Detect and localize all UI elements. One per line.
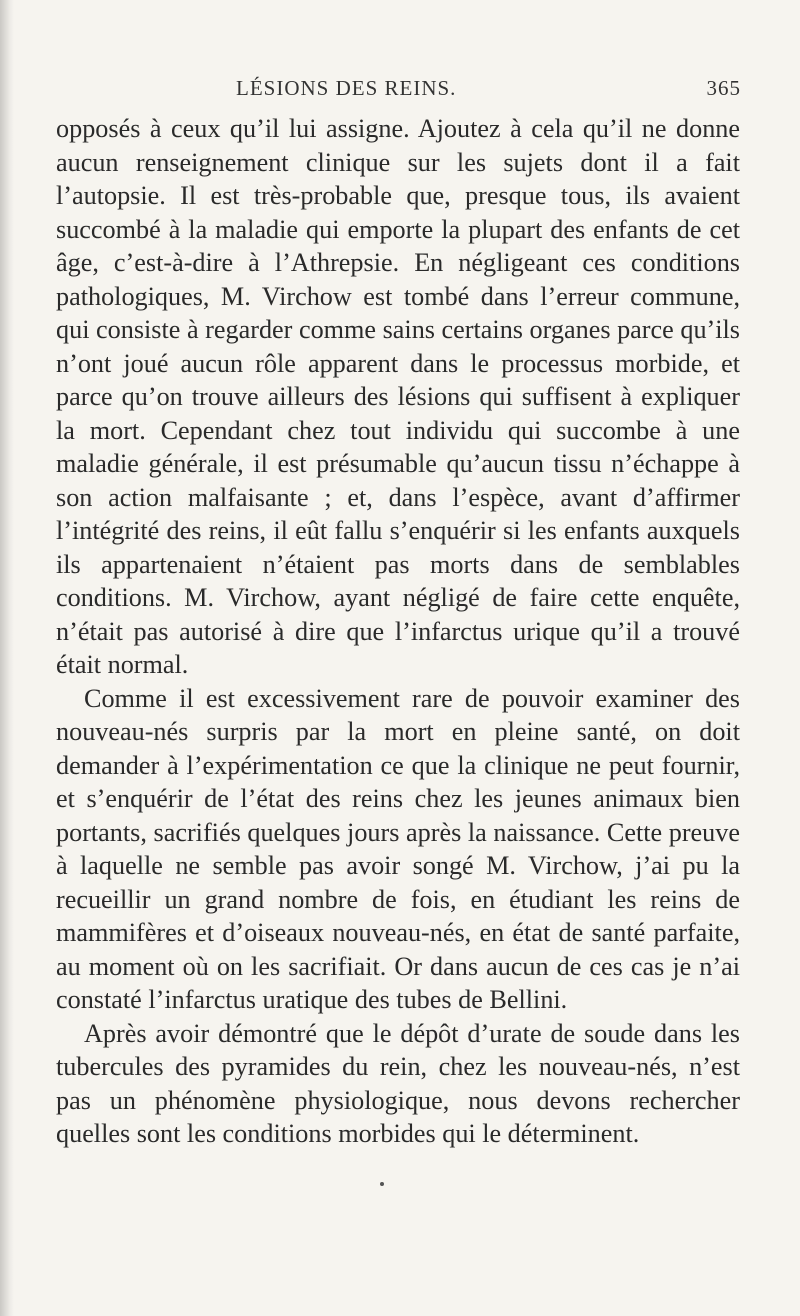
print-speck — [380, 1182, 384, 1186]
paragraph-1: opposés à ceux qu’il lui assigne. Ajoutez à cela qu’il ne donne aucun renseignement clinique sur les sujets dont il a fait l’autopsie. Il est très-probable que, presque tous, ils avaient succombé à la maladie qui emporte la plupart des enfants de cet âge, c’est-à-dire à l’Athrepsie. En négligeant ces conditions pathologiques, M. Virchow est tombé dans l’erreur commune, qui consiste à regarder comme sains certains organes parce qu’ils n’ont joué aucun rôle apparent dans le processus morbide, et parce qu’on trouve ailleurs des lésions qui suffisent à expliquer la mort. Cependant chez tout individu qui succombe à une maladie générale, il est présumable qu’aucun tissu n’échappe à son action malfaisante ; et, dans l’espèce, avant d’affirmer l’intégrité des reins, il eût fallu s’enquérir si les enfants auxquels ils appartenaient n’étaient pas morts dans de semblables conditions. M. Virchow, ayant négligé de faire cette enquête, n’était pas autorisé à dire que l’infarctus urique qu’il a trouvé était normal. — [56, 114, 740, 679]
binding-shadow — [0, 0, 14, 1316]
paragraph-3: Après avoir démontré que le dépôt d’urate de soude dans les tubercules des pyramides du rein, chez les nouveau-nés, n’est pas un phénomène physiologique, nous devons rechercher quelles sont les conditions morbides qui le déterminent. — [56, 1018, 740, 1148]
page-number: 365 — [706, 76, 741, 100]
paragraph-2: Comme il est excessivement rare de pouvoir examiner des nouveau-nés surpris par la mort en pleine santé, on doit demander à l’expérimentation ce que la clinique ne peut fournir, et s’enquérir de l’état des reins chez les jeunes animaux bien portants, sacrifiés quelques jours après la naissance. Cette preuve à laquelle ne semble pas avoir songé M. Virchow, j’ai pu la recueillir un grand nombre de fois, en étudiant les reins de mammifères et d’oiseaux nouveau-nés, en état de santé parfaite, au moment où on les sacrifiait. Or dans aucun de ces cas je n’ai constaté l’infarctus uratique des tubes de Bellini. — [56, 683, 740, 1014]
body-text — [56, 112, 740, 1151]
running-title: LÉSIONS DES REINS. — [236, 76, 457, 100]
